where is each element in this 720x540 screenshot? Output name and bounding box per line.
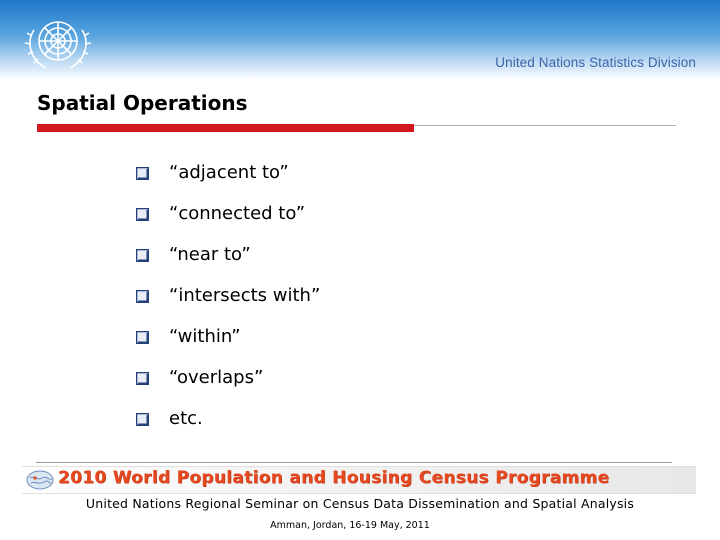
checkbox-bullet-icon [136,290,149,303]
checkbox-bullet-icon [136,167,149,180]
list-item [136,193,320,234]
checkbox-bullet-icon [136,208,149,221]
checkbox-bullet-icon [136,249,149,262]
checkbox-bullet-icon [136,372,149,385]
bullet-text: “adjacent to” [169,162,289,183]
venue-label: Amman, Jordan, 16-19 May, 2011 [270,520,430,531]
bullet-text: “near to” [169,244,251,265]
footer-divider [36,462,672,463]
list-item [136,398,320,439]
bullet-list [136,152,320,439]
list-item [136,316,320,357]
title-underline-red [37,124,414,132]
checkbox-bullet-icon [136,331,149,344]
division-label: United Nations Statistics Division [495,55,696,70]
globe-icon [25,469,55,491]
bullet-text: “connected to” [169,203,306,224]
bullet-text: “intersects with” [169,285,321,306]
programme-banner [22,466,696,494]
list-item [136,234,320,275]
bullet-text: “overlaps” [169,367,264,388]
list-item [136,275,320,316]
programme-label: 2010 World Population and Housing Census Programme [58,468,610,488]
un-emblem-icon [20,8,96,74]
title-underline-grey [414,125,676,126]
seminar-label: United Nations Regional Seminar on Census Data Dissemination and Spatial Analysis [85,496,635,511]
checkbox-bullet-icon [136,413,149,426]
bullet-text: etc. [169,408,203,429]
slide-title: Spatial Operations [37,91,248,115]
bullet-text: “within” [169,326,241,347]
list-item [136,357,320,398]
list-item [136,152,320,193]
